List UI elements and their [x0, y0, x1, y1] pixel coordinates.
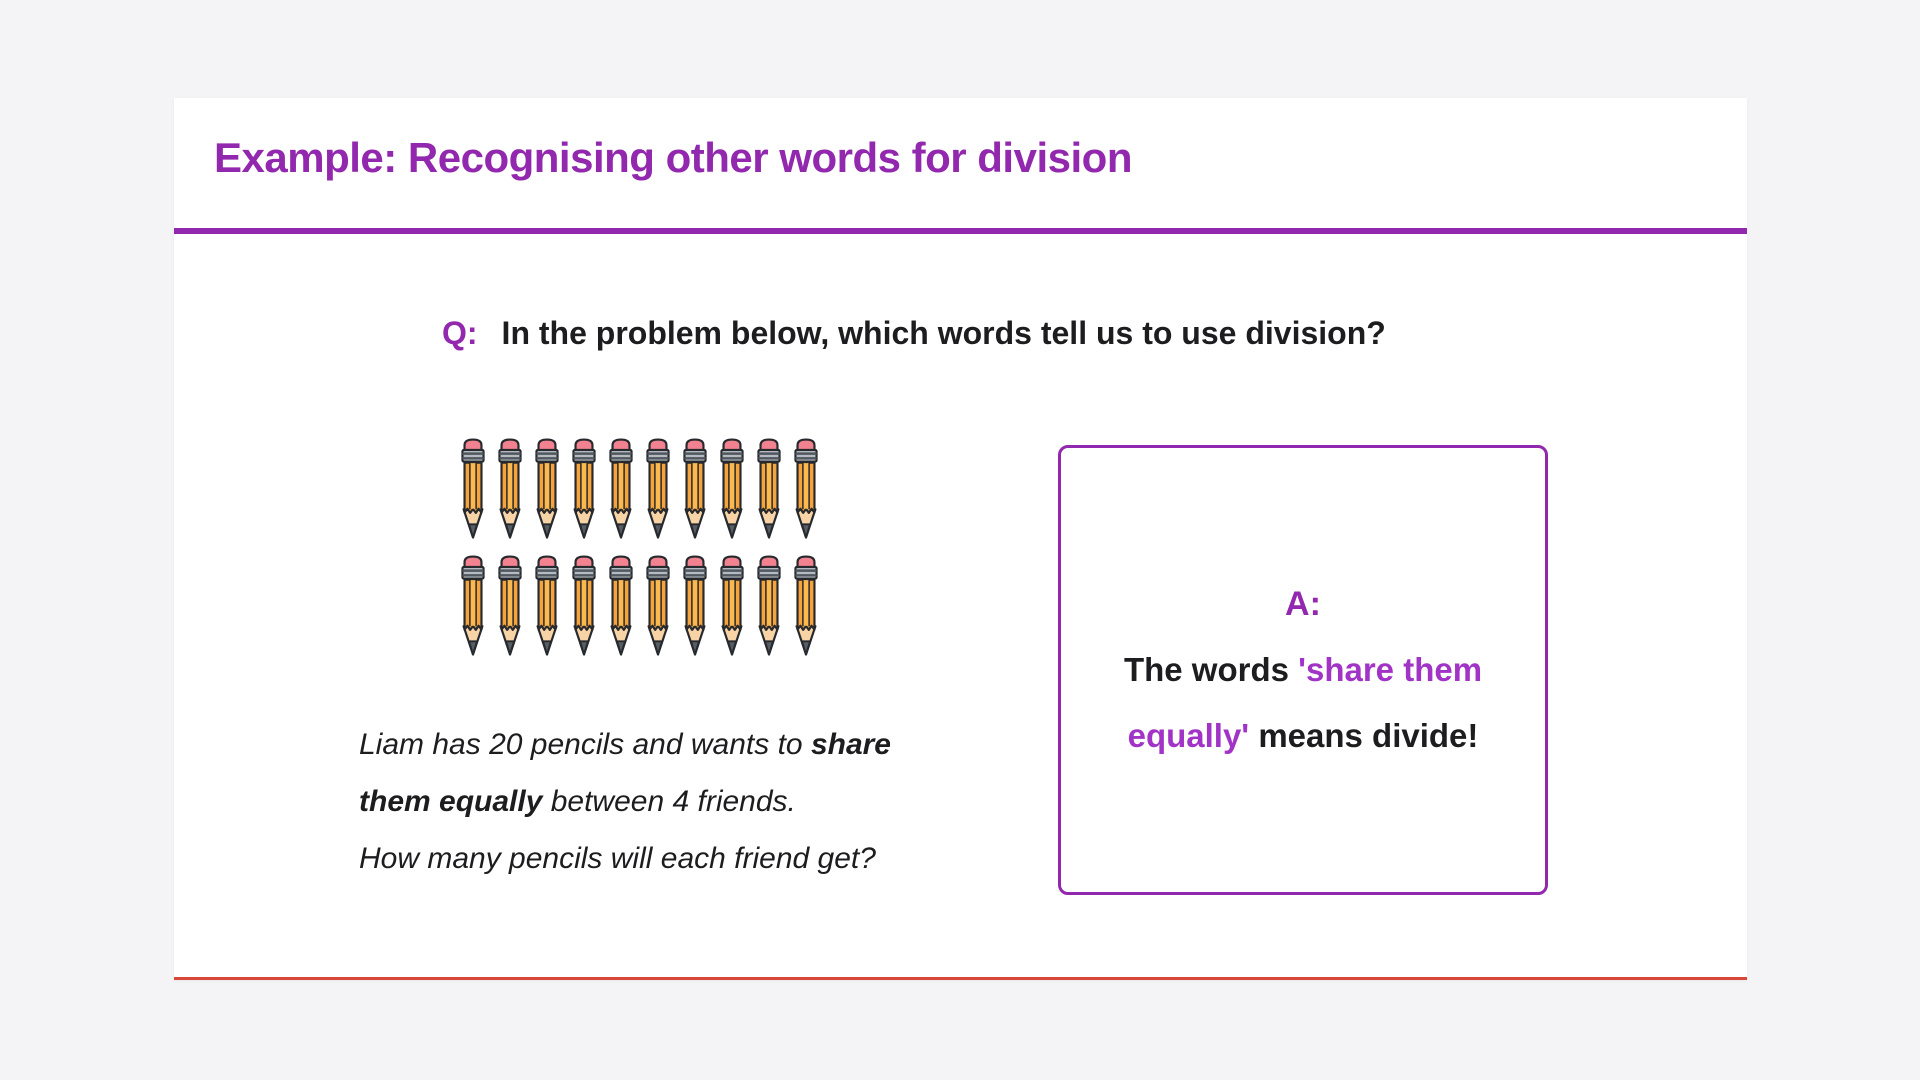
problem-text — [359, 716, 891, 887]
pencil-icon — [790, 435, 822, 543]
pencil-icon — [679, 435, 711, 543]
answer-segment: The words — [1123, 651, 1299, 688]
pencil-icon — [605, 552, 637, 660]
question-label: Q: — [442, 315, 478, 351]
problem-segment: How many pencils will each friend get? — [359, 842, 876, 875]
slide-card — [174, 98, 1747, 980]
pencil-icon — [642, 435, 674, 543]
problem-segment-bold: them equally — [359, 785, 543, 818]
problem-line — [359, 830, 891, 887]
answer-highlight: 'share them — [1298, 651, 1483, 688]
answer-box — [1058, 445, 1548, 895]
page-title: Example: Recognising other words for division — [214, 134, 1132, 181]
problem-segment: Liam has 20 pencils and wants to — [359, 728, 811, 761]
answer-line — [1124, 637, 1482, 703]
pencil-row — [457, 435, 822, 543]
pencil-icon — [605, 435, 637, 543]
pencil-row — [457, 552, 822, 660]
pencil-icon — [679, 552, 711, 660]
pencil-icon — [494, 552, 526, 660]
answer-line — [1128, 703, 1479, 769]
pencil-icon — [568, 552, 600, 660]
pencil-icon — [642, 552, 674, 660]
problem-segment-bold: share — [810, 728, 891, 761]
problem-line — [359, 716, 891, 773]
problem-segment: between 4 friends. — [542, 785, 796, 818]
answer-segment: means divide! — [1249, 717, 1479, 754]
question-text: In the problem below, which words tell us to use division? — [501, 315, 1386, 351]
answer-highlight: equally' — [1127, 717, 1250, 754]
pencil-icon — [494, 435, 526, 543]
pencil-icon — [716, 552, 748, 660]
pencil-icon — [716, 435, 748, 543]
pencil-icon — [753, 435, 785, 543]
answer-label: A: — [1285, 585, 1321, 623]
pencil-icon — [531, 435, 563, 543]
pencil-icon — [568, 435, 600, 543]
pencil-grid — [457, 435, 822, 660]
pencil-icon — [457, 552, 489, 660]
pencil-icon — [790, 552, 822, 660]
pencil-icon — [531, 552, 563, 660]
pencil-icon — [753, 552, 785, 660]
pencil-icon — [457, 435, 489, 543]
title-divider — [174, 228, 1747, 234]
problem-line — [359, 773, 891, 830]
question-line — [442, 314, 1386, 352]
